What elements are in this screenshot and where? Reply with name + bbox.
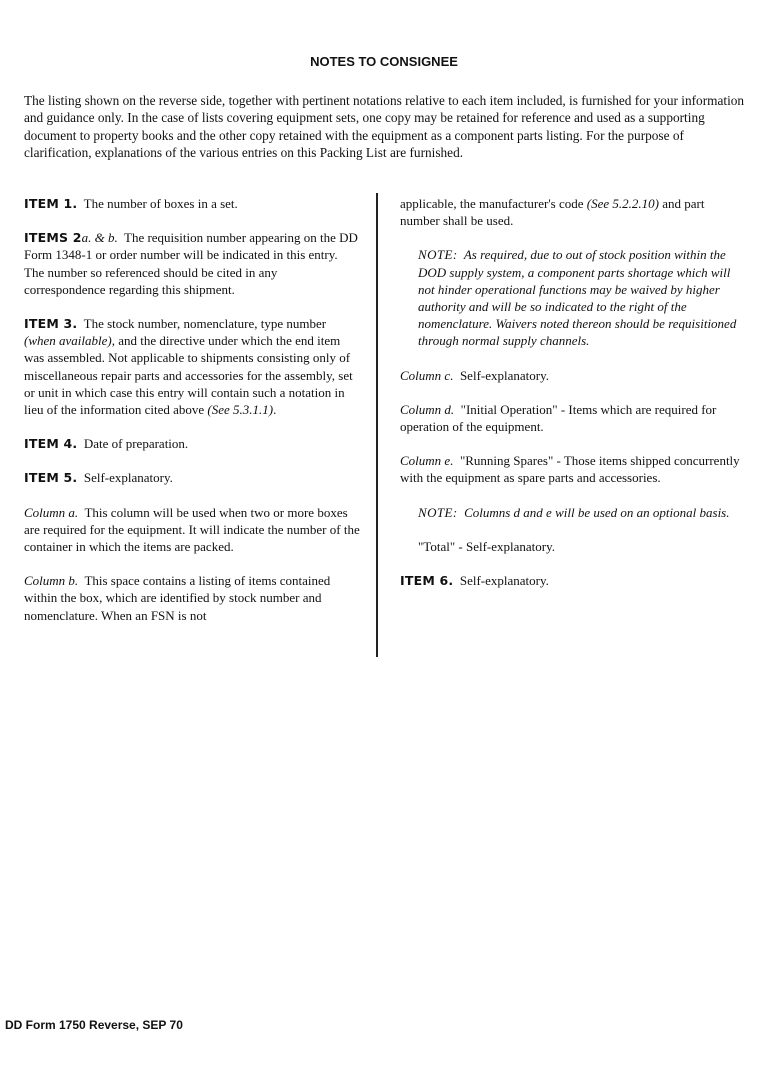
item-5-text: Self-explanatory. xyxy=(83,470,173,486)
column-d xyxy=(400,401,745,435)
item-6 xyxy=(400,572,745,589)
column-a-text: This column will be used when two or more boxes are required for the equipment. It will indicate the number of the container in which the items are packed. xyxy=(24,504,360,555)
column-c-text: Self-explanatory. xyxy=(459,367,549,383)
column-d-text: "Initial Operation" - Items which are required for operation of the equipment. xyxy=(400,401,717,435)
column-e-label: Column e. xyxy=(400,453,454,469)
column-e xyxy=(400,452,745,486)
total-entry: "Total" - Self-explanatory. xyxy=(418,538,556,554)
column-d-label: Column d. xyxy=(400,401,455,417)
item-1 xyxy=(24,195,360,212)
note-optional xyxy=(418,504,745,521)
column-e-text: "Running Spares" - Those items shipped concurrently with the equipment as spare parts and accessories. xyxy=(400,453,740,486)
continuation-text-2: and part number shall be used. xyxy=(400,196,705,229)
item-3-text-1: The stock number, nomenclature, type number xyxy=(83,316,327,332)
items-2-label-suffix: a. & b. xyxy=(81,230,118,246)
column-b-text: This space contains a listing of items contained within the box, which are identified by stock number and nomenclature. When an FSN is not xyxy=(24,573,331,623)
item-4-label: ITEM 4. xyxy=(24,436,78,452)
page-title: NOTES TO CONSIGNEE xyxy=(310,54,458,69)
column-a xyxy=(24,504,360,556)
note-waiver xyxy=(418,246,745,349)
right-column xyxy=(400,195,745,606)
continuation-emphasis: (See 5.2.2.10) xyxy=(586,196,659,211)
item-3 xyxy=(24,315,360,418)
items-2-label: ITEMS 2 xyxy=(24,230,82,246)
column-b-continuation xyxy=(400,195,745,229)
note-waiver-text: As required, due to out of stock position within the DOD supply system, a component parts shortage which will not hinder operational functions may be waived by higher authority and will be so indicated to the right of the nomenclature. Waivers noted thereon should be requisitioned through normal supply channels. xyxy=(418,247,737,349)
item-6-text: Self-explanatory. xyxy=(459,573,549,589)
column-c xyxy=(400,367,745,384)
item-5-label: ITEM 5. xyxy=(24,470,78,486)
left-column xyxy=(24,195,360,641)
intro-paragraph: The listing shown on the reverse side, together with pertinent notations relative to each item included, is furnished for your information and guidance only. In the case of lists covering equipment sets, one copy may be retained for reference and used as a supporting document to property books and the other copy retained with the equipment as a component parts listing. For the purpose of clarification, explanations of the various entries on this Packing List are furnished. xyxy=(24,93,745,160)
note-waiver-label: NOTE: xyxy=(418,247,458,263)
item-3-emphasis-1: (when available) xyxy=(24,333,112,349)
continuation-text-1: applicable, the manufacturer's code xyxy=(400,196,584,211)
item-4 xyxy=(24,435,360,452)
item-3-emphasis-2: (See 5.3.1.1) xyxy=(207,402,274,418)
column-b xyxy=(24,572,360,624)
form-footer: DD Form 1750 Reverse, SEP 70 xyxy=(5,1018,183,1032)
item-4-text: Date of preparation. xyxy=(83,436,189,452)
item-6-label: ITEM 6. xyxy=(400,573,454,589)
item-1-text: The number of boxes in a set. xyxy=(83,196,238,211)
column-a-label: Column a. xyxy=(24,504,79,520)
item-5 xyxy=(24,469,360,486)
column-b-label: Column b. xyxy=(24,573,79,589)
items-2 xyxy=(24,229,360,298)
item-3-label: ITEM 3. xyxy=(24,316,78,332)
item-3-text-3: . xyxy=(273,402,277,418)
items-2-text: The requisition number appearing on the DD Form 1348-1 or order number will be indicated in this entry. The number so referenced should be cited in any correspondence regarding this shipment. xyxy=(24,230,358,297)
note-optional-text: Columns d and e will be used on an optional basis. xyxy=(464,504,730,520)
note-optional-label: NOTE: xyxy=(418,504,458,520)
item-1-label: ITEM 1. xyxy=(24,196,78,211)
item-3-text-2: , and the directive under which the end item was assembled. Not applicable to shipments consisting only of miscellaneous repair parts and accessories for the assembly, set or unit in which case this entry will contain such a notation in lieu of the information cited above xyxy=(24,333,353,418)
column-c-label: Column c. xyxy=(400,367,454,383)
column-divider xyxy=(376,193,378,657)
